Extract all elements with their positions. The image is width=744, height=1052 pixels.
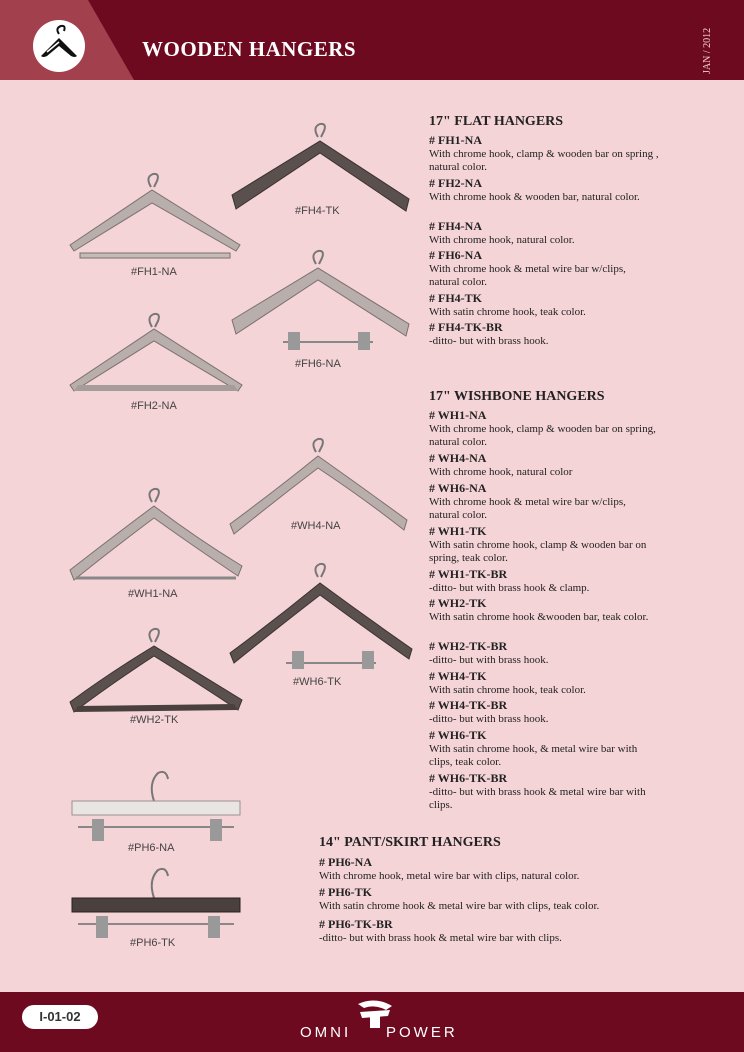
header-bar [0, 0, 744, 80]
omni-power-logo [290, 998, 460, 1046]
flat-item: # FH4-TK With satin chrome hook, teak color. [429, 291, 586, 318]
flat-item: # FH4-NA With chrome hook, natural color. [429, 219, 575, 246]
caption-fh4-tk: #FH4-TK [295, 205, 340, 217]
ph6-tk-hanger-image [68, 862, 248, 942]
wishbone-item: # WH1-TK-BR -ditto- but with brass hook & clamp. [429, 567, 590, 594]
wishbone-item: # WH1-NA With chrome hook, clamp & wooden bar on spring, natural color. [429, 408, 656, 448]
wishbone-item: # WH4-NA With chrome hook, natural color [429, 451, 573, 478]
wishbone-section-title: 17" WISHBONE HANGERS [429, 389, 605, 404]
fh2-na-hanger-image [66, 305, 246, 400]
wishbone-item: # WH6-TK-BR -ditto- but with brass hook & metal wire bar with clips. [429, 771, 646, 811]
flat-item: # FH2-NA With chrome hook & wooden bar, natural color. [429, 176, 640, 203]
flat-item: # FH4-TK-BR -ditto- but with brass hook. [429, 320, 549, 347]
caption-wh6-tk: #WH6-TK [293, 676, 342, 688]
caption-wh4-na: #WH4-NA [291, 520, 341, 532]
wh1-na-hanger-image [66, 480, 246, 585]
caption-ph6-na: #PH6-NA [128, 842, 175, 854]
caption-fh2-na: #FH2-NA [131, 400, 177, 412]
wh2-tk-hanger-image [66, 620, 246, 715]
wishbone-item: # WH1-TK With satin chrome hook, clamp & wooden bar on spring, teak color. [429, 524, 647, 564]
date-label: JAN / 2012 [702, 27, 713, 74]
caption-ph6-tk: #PH6-TK [130, 937, 176, 949]
brand-word-omni: OMNI [300, 1024, 352, 1041]
wishbone-item: # WH6-TK With satin chrome hook, & metal wire bar with clips, teak color. [429, 728, 638, 768]
pant-item: # PH6-TK-BR -ditto- but with brass hook & metal wire bar with clips. [319, 917, 562, 944]
caption-wh2-tk: #WH2-TK [130, 714, 179, 726]
hanger-logo-icon [33, 20, 85, 72]
wishbone-item: # WH4-TK-BR -ditto- but with brass hook. [429, 698, 549, 725]
wh6-tk-hanger-image [226, 555, 416, 675]
caption-wh1-na: #WH1-NA [128, 588, 178, 600]
flat-item: # FH6-NA With chrome hook & metal wire bar w/clips, natural color. [429, 248, 626, 288]
pant-item: # PH6-NA With chrome hook, metal wire bar with clips, natural color. [319, 855, 580, 882]
caption-fh6-na: #FH6-NA [295, 358, 341, 370]
pant-item: # PH6-TK With satin chrome hook & metal wire bar with clips, teak color. [319, 885, 600, 912]
page-title: WOODEN HANGERS [142, 37, 357, 61]
pant-section-title: 14" PANT/SKIRT HANGERS [319, 835, 501, 850]
page-number-badge: I-01-02 [22, 1005, 98, 1029]
caption-fh1-na: #FH1-NA [131, 266, 177, 278]
wishbone-item: # WH2-TK-BR -ditto- but with brass hook. [429, 639, 549, 666]
brand-word-power: POWER [386, 1024, 458, 1041]
flat-section-title: 17" FLAT HANGERS [429, 114, 564, 129]
wishbone-item: # WH2-TK With satin chrome hook &wooden bar, teak color. [429, 596, 649, 623]
flat-item: # FH1-NA With chrome hook, clamp & wooden bar on spring , natural color. [429, 133, 659, 173]
fh1-na-hanger-image [66, 165, 246, 265]
ph6-na-hanger-image [68, 765, 248, 845]
wishbone-item: # WH4-TK With satin chrome hook, teak color. [429, 669, 586, 696]
fh6-na-hanger-image [228, 240, 413, 355]
fh4-tk-hanger-image [228, 115, 413, 215]
wishbone-item: # WH6-NA With chrome hook & metal wire bar w/clips, natural color. [429, 481, 626, 521]
